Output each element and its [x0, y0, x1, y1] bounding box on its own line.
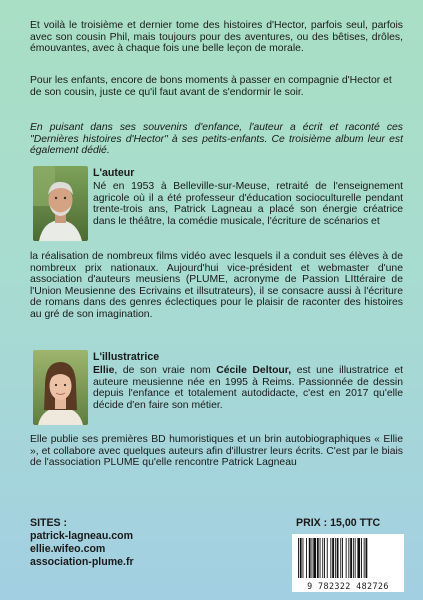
site-link-author[interactable]: patrick-lagneau.com — [30, 530, 134, 542]
barcode-bar — [335, 538, 336, 578]
barcode-bar — [361, 538, 362, 578]
author-heading: L'auteur — [93, 167, 135, 179]
barcode-bar — [309, 538, 311, 578]
barcode-bar — [342, 538, 343, 578]
barcode-bar — [322, 538, 323, 578]
sites-block — [30, 517, 134, 569]
barcode-bar — [366, 538, 368, 578]
illustrator-short-name: Ellie — [93, 365, 115, 376]
illustrator-bio-rest: Elle publie ses premières BD humoristiques et un brin autobiographiques « Ellie », et collabore avec quelques auteurs afin d'illustrer leurs écrits. C'est par le biais de l'association PLUME qu'elle rencontre Patrick Lagneau — [30, 434, 403, 469]
barcode-bar — [346, 538, 347, 578]
barcode-bar — [303, 538, 304, 578]
intro-paragraph: Et voilà le troisième et dernier tome des histoires d'Hector, parfois seul, parfois avec son cousin Phil, mais toujours pour des aventures, ou des bêtises, drôles, émouvantes, avec à chaque fois une belle leçon de morale. — [30, 20, 403, 55]
barcode-bar — [350, 538, 352, 578]
illustrator-heading: L'illustratrice — [93, 351, 160, 363]
intro-paragraph-2: Pour les enfants, encore de bons moments à passer en compagnie d'Hector et de son cousin, juste ce qu'il faut avant de s'endormir le soir. — [30, 75, 392, 98]
sites-heading: SITES : — [30, 517, 68, 529]
barcode-bar — [353, 538, 354, 578]
author-bio-rest: la réalisation de nombreux films vidéo avec lesquels il a conduit ses élèves à de nombreux prix nationaux. Aujourd'hui vice-président et webmaster d'une association d'auteurs meusiens (PLUME, acronyme de Passion LIttéraire de l'Union Meusienne des Ecrivains et illsutrateurs), il se consacre aussi à l'écriture de romans dans des genres éclectiques pour le plaisir de raconter des histoires au gré de son imagination. — [30, 251, 403, 320]
barcode-bar — [324, 538, 325, 578]
barcode-bar — [330, 538, 331, 578]
barcode-bar — [364, 538, 365, 578]
site-link-association[interactable]: association-plume.fr — [30, 556, 134, 568]
illustrator-bio-text-2: est une illustratrice et auteure meusienne née en 1995 à Reims. Passionnée de dessin depuis l'enfance et totalement autodidacte, c'est en 2017 qu'elle décide d'en faire son métier. — [93, 365, 403, 411]
author-bio-top: Né en 1953 à Belleville-sur-Meuse, retraité de l'enseignement agricole où il a été professeur d'éducation socioculturelle pendant trente-trois ans, Patrick Lagneau a placé son énergie créatrice dans le théâtre, la comédie musicale, l'écriture de scénarios et — [93, 181, 403, 227]
illustrator-photo — [33, 350, 88, 425]
barcode-bar — [337, 538, 339, 578]
barcode-bar — [348, 538, 349, 578]
isbn-barcode — [292, 534, 404, 592]
barcode-bar — [355, 538, 356, 578]
barcode-bar — [327, 538, 328, 578]
barcode-bar — [306, 538, 307, 578]
barcode-bar — [320, 538, 321, 578]
illustrator-bio-text-1: , de son vraie nom — [114, 365, 217, 376]
illustrator-full-name: Cécile Deltour, — [216, 365, 292, 376]
barcode-bar — [332, 538, 334, 578]
barcode-bar — [300, 538, 302, 578]
author-photo — [33, 166, 88, 241]
barcode-bar — [340, 538, 341, 578]
price-label: PRIX : 15,00 TTC — [296, 517, 381, 529]
barcode-bar — [317, 538, 319, 578]
barcode-bar — [312, 538, 313, 578]
barcode-bar — [313, 538, 316, 578]
site-link-illustrator[interactable]: ellie.wifeo.com — [30, 543, 106, 555]
illustrator-bio-top — [93, 365, 403, 411]
barcode-bar — [298, 538, 299, 578]
isbn-number: 9 782322 482726 — [307, 581, 389, 591]
barcode-bar — [357, 538, 360, 578]
dedication-paragraph: En puisant dans ses souvenirs d'enfance, l'auteur a écrit et raconté ces "Dernières histoires d'Hector" à ses petits-enfants. Ce troisième album leur est également dédié. — [30, 122, 403, 157]
